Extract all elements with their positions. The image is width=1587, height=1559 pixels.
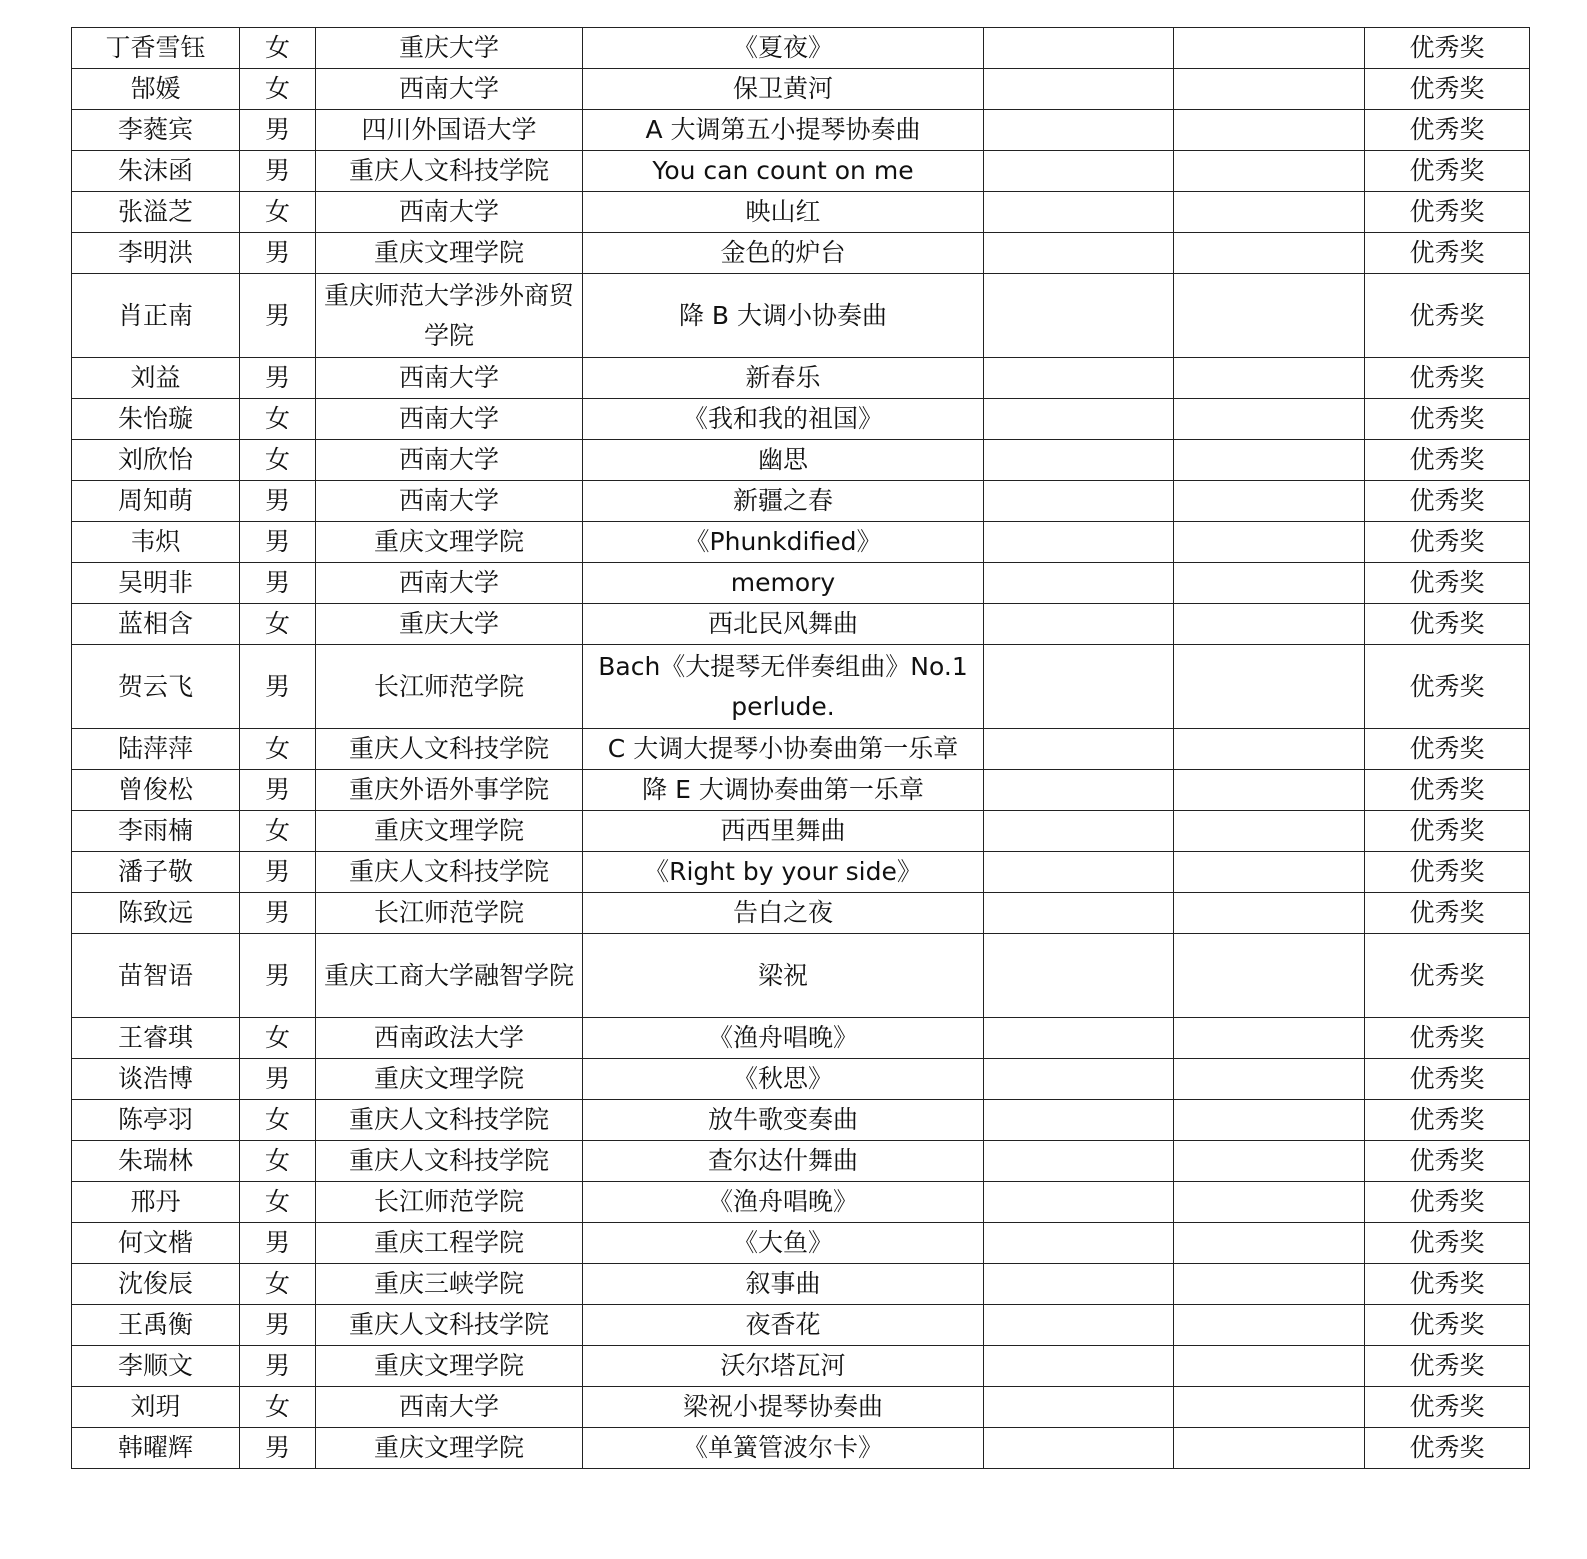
cell-gender: 男 [240,893,316,934]
table-row [72,934,1530,1018]
cell-award: 优秀奖 [1365,274,1530,358]
cell-piece: 降 B 大调小协奏曲 [583,274,984,358]
table-row [72,522,1530,563]
cell-name: 李蕤宾 [72,110,240,151]
cell-piece: Bach《大提琴无伴奏组曲》No.1 perlude. [583,645,984,729]
cell-blank-1 [984,522,1174,563]
cell-school: 西南大学 [316,440,583,481]
cell-school: 重庆人文科技学院 [316,1100,583,1141]
cell-award: 优秀奖 [1365,1018,1530,1059]
cell-name: 沈俊辰 [72,1264,240,1305]
cell-award: 优秀奖 [1365,1428,1530,1469]
cell-piece: You can count on me [583,151,984,192]
table-row [72,1223,1530,1264]
cell-name: 何文楷 [72,1223,240,1264]
cell-name: 谈浩博 [72,1059,240,1100]
cell-blank-2 [1174,893,1365,934]
table-row [72,811,1530,852]
cell-award: 优秀奖 [1365,1141,1530,1182]
cell-blank-2 [1174,604,1365,645]
cell-blank-1 [984,934,1174,1018]
cell-name: 蓝相含 [72,604,240,645]
table-row [72,358,1530,399]
table-row [72,1387,1530,1428]
cell-piece: 《Phunkdified》 [583,522,984,563]
cell-blank-1 [984,1223,1174,1264]
cell-name: 潘子敬 [72,852,240,893]
table-row [72,399,1530,440]
cell-gender: 男 [240,274,316,358]
cell-blank-1 [984,563,1174,604]
table-row [72,233,1530,274]
cell-award: 优秀奖 [1365,110,1530,151]
table-row [72,151,1530,192]
cell-piece: C 大调大提琴小协奏曲第一乐章 [583,729,984,770]
cell-blank-2 [1174,274,1365,358]
cell-award: 优秀奖 [1365,811,1530,852]
cell-school: 重庆文理学院 [316,1346,583,1387]
cell-award: 优秀奖 [1365,192,1530,233]
cell-piece: memory [583,563,984,604]
table-row [72,1141,1530,1182]
cell-piece: 查尔达什舞曲 [583,1141,984,1182]
cell-school: 西南大学 [316,358,583,399]
cell-name: 曾俊松 [72,770,240,811]
cell-blank-1 [984,481,1174,522]
cell-award: 优秀奖 [1365,1182,1530,1223]
cell-school: 重庆师范大学涉外商贸学院 [316,274,583,358]
cell-award: 优秀奖 [1365,233,1530,274]
cell-name: 陆萍萍 [72,729,240,770]
table-row [72,28,1530,69]
cell-name: 刘益 [72,358,240,399]
cell-award: 优秀奖 [1365,481,1530,522]
cell-name: 肖正南 [72,274,240,358]
table-row [72,69,1530,110]
cell-blank-2 [1174,1223,1365,1264]
cell-gender: 女 [240,1182,316,1223]
cell-award: 优秀奖 [1365,69,1530,110]
awards-table [71,27,1530,1469]
table-row [72,604,1530,645]
cell-gender: 男 [240,1223,316,1264]
cell-piece: 新疆之春 [583,481,984,522]
cell-blank-1 [984,811,1174,852]
cell-award: 优秀奖 [1365,440,1530,481]
cell-piece: 西北民风舞曲 [583,604,984,645]
cell-gender: 男 [240,233,316,274]
cell-award: 优秀奖 [1365,1100,1530,1141]
cell-blank-1 [984,1346,1174,1387]
cell-school: 西南大学 [316,1387,583,1428]
cell-gender: 男 [240,358,316,399]
cell-gender: 男 [240,645,316,729]
cell-gender: 女 [240,1018,316,1059]
cell-piece: 《单簧管波尔卡》 [583,1428,984,1469]
cell-name: 朱瑞林 [72,1141,240,1182]
cell-gender: 男 [240,151,316,192]
cell-school: 长江师范学院 [316,645,583,729]
cell-school: 长江师范学院 [316,893,583,934]
cell-blank-1 [984,1018,1174,1059]
cell-name: 贺云飞 [72,645,240,729]
table-row [72,563,1530,604]
cell-gender: 男 [240,481,316,522]
cell-award: 优秀奖 [1365,852,1530,893]
cell-blank-2 [1174,1182,1365,1223]
cell-award: 优秀奖 [1365,893,1530,934]
cell-blank-1 [984,893,1174,934]
cell-blank-1 [984,1141,1174,1182]
cell-award: 优秀奖 [1365,770,1530,811]
cell-gender: 男 [240,852,316,893]
cell-name: 李明洪 [72,233,240,274]
cell-award: 优秀奖 [1365,604,1530,645]
cell-piece: 映山红 [583,192,984,233]
cell-name: 朱沫函 [72,151,240,192]
cell-blank-2 [1174,110,1365,151]
cell-gender: 女 [240,811,316,852]
cell-school: 西南大学 [316,481,583,522]
cell-piece: 《秋思》 [583,1059,984,1100]
cell-blank-1 [984,729,1174,770]
cell-gender: 男 [240,563,316,604]
cell-school: 西南大学 [316,399,583,440]
cell-blank-1 [984,151,1174,192]
cell-award: 优秀奖 [1365,1305,1530,1346]
cell-blank-2 [1174,645,1365,729]
cell-school: 重庆工商大学融智学院 [316,934,583,1018]
cell-blank-2 [1174,563,1365,604]
cell-gender: 女 [240,399,316,440]
cell-blank-2 [1174,1305,1365,1346]
cell-award: 优秀奖 [1365,28,1530,69]
cell-name: 周知萌 [72,481,240,522]
cell-gender: 男 [240,1305,316,1346]
cell-award: 优秀奖 [1365,1264,1530,1305]
cell-blank-1 [984,233,1174,274]
cell-blank-1 [984,770,1174,811]
cell-piece: 梁祝小提琴协奏曲 [583,1387,984,1428]
cell-gender: 男 [240,522,316,563]
cell-piece: 《我和我的祖国》 [583,399,984,440]
cell-school: 重庆人文科技学院 [316,852,583,893]
cell-piece: 幽思 [583,440,984,481]
table-row [72,1428,1530,1469]
cell-blank-1 [984,399,1174,440]
cell-blank-2 [1174,481,1365,522]
cell-gender: 男 [240,934,316,1018]
cell-school: 重庆文理学院 [316,1428,583,1469]
cell-award: 优秀奖 [1365,1059,1530,1100]
cell-blank-2 [1174,1059,1365,1100]
cell-school: 重庆人文科技学院 [316,729,583,770]
cell-blank-2 [1174,399,1365,440]
cell-blank-1 [984,604,1174,645]
cell-blank-2 [1174,1141,1365,1182]
cell-blank-2 [1174,729,1365,770]
cell-school: 重庆三峡学院 [316,1264,583,1305]
table-body [72,28,1530,1469]
table-row [72,1264,1530,1305]
cell-piece: 放牛歌变奏曲 [583,1100,984,1141]
cell-gender: 女 [240,1387,316,1428]
cell-blank-2 [1174,69,1365,110]
cell-blank-1 [984,852,1174,893]
cell-gender: 女 [240,604,316,645]
cell-blank-1 [984,1305,1174,1346]
table-row [72,1346,1530,1387]
cell-name: 韦炽 [72,522,240,563]
table-row [72,192,1530,233]
cell-blank-1 [984,1059,1174,1100]
table-row [72,1100,1530,1141]
table-row [72,893,1530,934]
cell-blank-2 [1174,934,1365,1018]
cell-piece: 《Right by your side》 [583,852,984,893]
cell-name: 陈致远 [72,893,240,934]
cell-name: 陈亭羽 [72,1100,240,1141]
cell-name: 王睿琪 [72,1018,240,1059]
cell-name: 吴明非 [72,563,240,604]
cell-award: 优秀奖 [1365,563,1530,604]
cell-piece: 新春乐 [583,358,984,399]
cell-name: 张溢芝 [72,192,240,233]
cell-piece: 告白之夜 [583,893,984,934]
cell-award: 优秀奖 [1365,1223,1530,1264]
cell-blank-2 [1174,1387,1365,1428]
cell-piece: 梁祝 [583,934,984,1018]
cell-gender: 女 [240,440,316,481]
cell-award: 优秀奖 [1365,522,1530,563]
cell-blank-2 [1174,151,1365,192]
cell-blank-2 [1174,1100,1365,1141]
cell-gender: 女 [240,1141,316,1182]
cell-gender: 女 [240,69,316,110]
cell-piece: 叙事曲 [583,1264,984,1305]
cell-piece: 降 E 大调协奏曲第一乐章 [583,770,984,811]
cell-name: 朱怡璇 [72,399,240,440]
cell-blank-2 [1174,852,1365,893]
cell-blank-2 [1174,1264,1365,1305]
cell-blank-2 [1174,522,1365,563]
cell-blank-1 [984,1264,1174,1305]
cell-piece: 保卫黄河 [583,69,984,110]
cell-piece: 《夏夜》 [583,28,984,69]
cell-school: 重庆人文科技学院 [316,1305,583,1346]
table-row [72,1059,1530,1100]
cell-blank-2 [1174,192,1365,233]
cell-blank-2 [1174,1346,1365,1387]
cell-award: 优秀奖 [1365,358,1530,399]
cell-school: 重庆大学 [316,604,583,645]
cell-name: 李顺文 [72,1346,240,1387]
cell-piece: 《渔舟唱晚》 [583,1018,984,1059]
cell-name: 苗智语 [72,934,240,1018]
cell-blank-2 [1174,440,1365,481]
cell-blank-1 [984,1387,1174,1428]
table-row [72,440,1530,481]
cell-name: 丁香雪钰 [72,28,240,69]
cell-gender: 女 [240,729,316,770]
cell-school: 四川外国语大学 [316,110,583,151]
cell-blank-2 [1174,233,1365,274]
cell-gender: 男 [240,770,316,811]
cell-school: 重庆文理学院 [316,1059,583,1100]
table-row [72,1182,1530,1223]
cell-blank-2 [1174,1428,1365,1469]
cell-school: 重庆文理学院 [316,233,583,274]
cell-school: 重庆文理学院 [316,811,583,852]
cell-blank-1 [984,645,1174,729]
cell-school: 重庆人文科技学院 [316,151,583,192]
cell-award: 优秀奖 [1365,1387,1530,1428]
table-row [72,645,1530,729]
cell-piece: A 大调第五小提琴协奏曲 [583,110,984,151]
cell-name: 李雨楠 [72,811,240,852]
table-row [72,770,1530,811]
cell-school: 西南大学 [316,69,583,110]
cell-award: 优秀奖 [1365,399,1530,440]
cell-blank-2 [1174,1018,1365,1059]
cell-blank-1 [984,358,1174,399]
cell-name: 刘欣怡 [72,440,240,481]
cell-gender: 男 [240,1428,316,1469]
table-row [72,481,1530,522]
cell-gender: 女 [240,28,316,69]
cell-name: 王禹衡 [72,1305,240,1346]
cell-name: 刘玥 [72,1387,240,1428]
cell-blank-1 [984,440,1174,481]
table-row [72,1305,1530,1346]
cell-school: 长江师范学院 [316,1182,583,1223]
cell-blank-1 [984,274,1174,358]
cell-blank-2 [1174,28,1365,69]
cell-blank-2 [1174,811,1365,852]
cell-award: 优秀奖 [1365,1346,1530,1387]
cell-school: 重庆文理学院 [316,522,583,563]
cell-blank-1 [984,69,1174,110]
cell-award: 优秀奖 [1365,151,1530,192]
cell-gender: 男 [240,110,316,151]
cell-gender: 女 [240,1264,316,1305]
cell-school: 西南政法大学 [316,1018,583,1059]
cell-gender: 女 [240,1100,316,1141]
cell-blank-1 [984,1428,1174,1469]
cell-award: 优秀奖 [1365,934,1530,1018]
cell-award: 优秀奖 [1365,729,1530,770]
cell-name: 郜媛 [72,69,240,110]
cell-gender: 男 [240,1346,316,1387]
cell-blank-2 [1174,770,1365,811]
table-row [72,274,1530,358]
cell-piece: 沃尔塔瓦河 [583,1346,984,1387]
cell-gender: 女 [240,192,316,233]
cell-piece: 《大鱼》 [583,1223,984,1264]
table-row [72,110,1530,151]
table-row [72,1018,1530,1059]
cell-school: 重庆外语外事学院 [316,770,583,811]
cell-piece: 夜香花 [583,1305,984,1346]
cell-blank-1 [984,28,1174,69]
cell-award: 优秀奖 [1365,645,1530,729]
cell-blank-1 [984,192,1174,233]
cell-blank-2 [1174,358,1365,399]
table-row [72,852,1530,893]
cell-school: 重庆大学 [316,28,583,69]
cell-blank-1 [984,110,1174,151]
cell-school: 重庆工程学院 [316,1223,583,1264]
cell-gender: 男 [240,1059,316,1100]
cell-piece: 金色的炉台 [583,233,984,274]
cell-piece: 《渔舟唱晚》 [583,1182,984,1223]
cell-blank-1 [984,1100,1174,1141]
cell-piece: 西西里舞曲 [583,811,984,852]
cell-school: 重庆人文科技学院 [316,1141,583,1182]
cell-name: 邢丹 [72,1182,240,1223]
table-row [72,729,1530,770]
cell-school: 西南大学 [316,192,583,233]
cell-school: 西南大学 [316,563,583,604]
cell-blank-1 [984,1182,1174,1223]
cell-name: 韩曜辉 [72,1428,240,1469]
